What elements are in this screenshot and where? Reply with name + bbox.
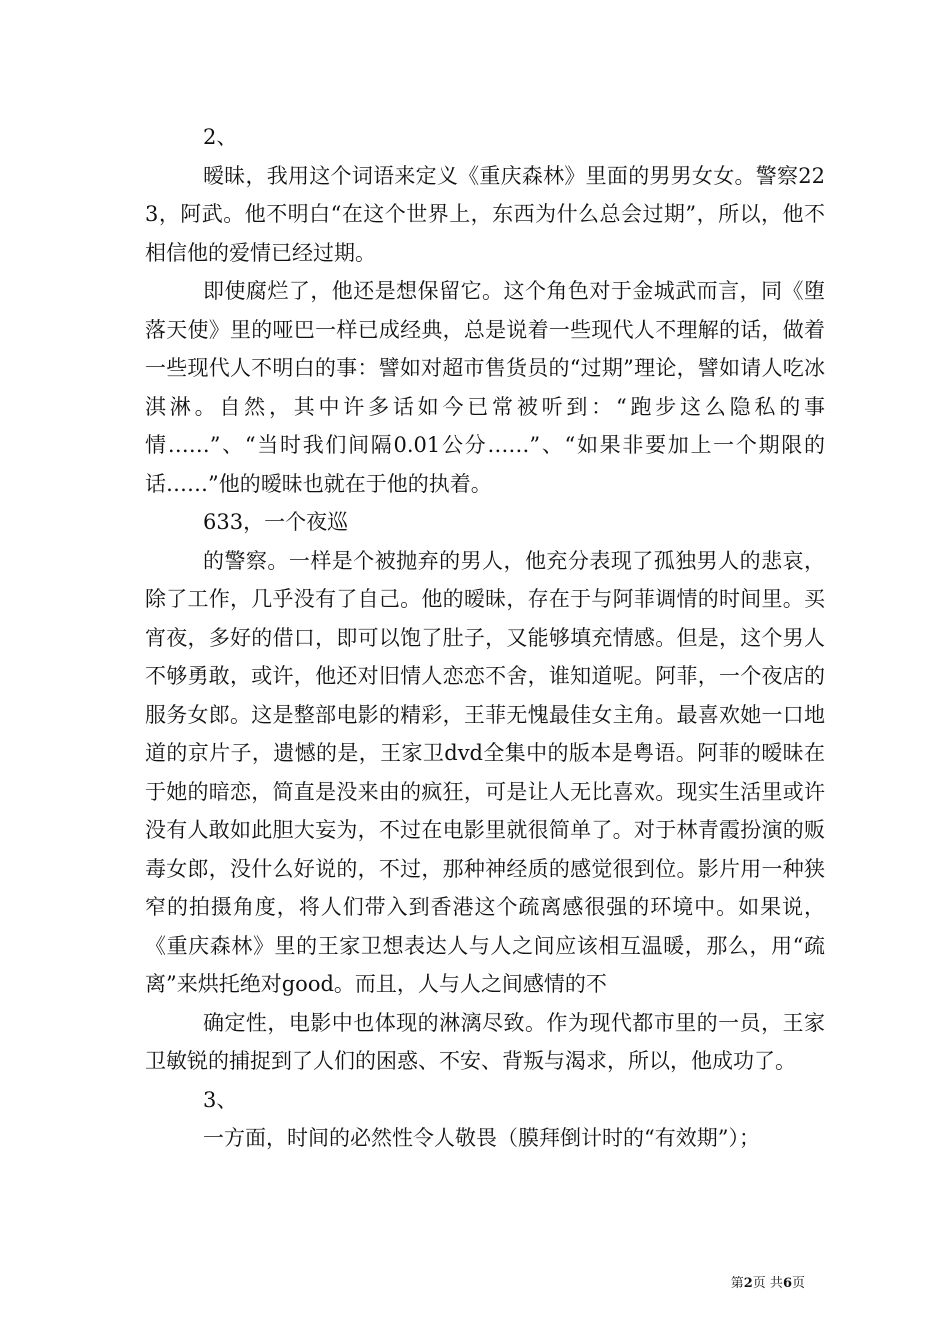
page-footer	[731, 1276, 805, 1292]
footer-suffix: 页	[791, 1276, 805, 1291]
paragraph-takeshi-role: 即使腐烂了，他还是想保留它。这个角色对于金城武而言，同《堕落天使》里的哑巴一样已成经典，总是说着一些现代人不理解的话，做着一些现代人不明白的事：譬如对超市售货员的“过期”理论，譬如请人吃冰淇淋。自然，其中许多话如今已常被听到：“跑步这么隐私的事情……”、“当时我们间隔0.01公分……”、“如果非要加上一个期限的话……”他的暧昧也就在于他的执着。	[145, 279, 825, 496]
footer-current-page: 2	[743, 1276, 753, 1291]
footer-middle: 页 共	[752, 1276, 783, 1291]
paragraph-section-3-heading: 3、	[203, 1087, 238, 1112]
footer-prefix: 第	[730, 1276, 744, 1291]
paragraph-633-description: 的警察。一样是个被抛弃的男人，他充分表现了孤独男人的悲哀，除了工作，几乎没有了自己。他的暧昧，存在于与阿菲调情的时间里。买宵夜，多好的借口，即可以饱了肚子，又能够填充情感。但是，这个男人不够勇敢，或许，他还对旧情人恋恋不舍，谁知道呢。阿菲，一个夜店的服务女郎。这是整部电影的精彩，王菲无愧最佳女主角。最喜欢她一口地道的京片子，遗憾的是，王家卫dvd全集中的版本是粤语。阿菲的暧昧在于她的暗恋，简直是没来由的疯狂，可是让人无比喜欢。现实生活里或许没有人敢如此胆大妄为，不过在电影里就很简单了。对于林青霞扮演的贩毒女郎，没什么好说的，不过，那种神经质的感觉很到位。影片用一种狭窄的拍摄角度，将人们带入到香港这个疏离感很强的环境中。如果说，《重庆森林》里的王家卫想表达人与人之间应该相互温暖，那么，用“疏离”来烘托绝对good。而且，人与人之间感情的不	[145, 548, 825, 996]
paragraph-time-necessity: 一方面，时间的必然性令人敬畏（膜拜倒计时的“有效期”）；	[203, 1126, 760, 1150]
paragraph-633-heading: 633，一个夜巡	[203, 510, 349, 534]
paragraph-uncertainty: 确定性，电影中也体现的淋漓尽致。作为现代都市里的一员，王家卫敏锐的捕捉到了人们的困惑、不安、背叛与渴求，所以，他成功了。	[145, 1010, 825, 1073]
paragraph-section-2-heading: 2、	[203, 125, 238, 149]
footer-total-pages: 6	[782, 1276, 792, 1291]
body-text	[145, 118, 825, 1158]
paragraph-ambiguity-intro: 暧昧，我用这个词语来定义《重庆森林》里面的男男女女。警察223，阿武。他不明白“在这个世界上，东西为什么总会过期”，所以，他不相信他的爱情已经过期。	[145, 163, 825, 265]
